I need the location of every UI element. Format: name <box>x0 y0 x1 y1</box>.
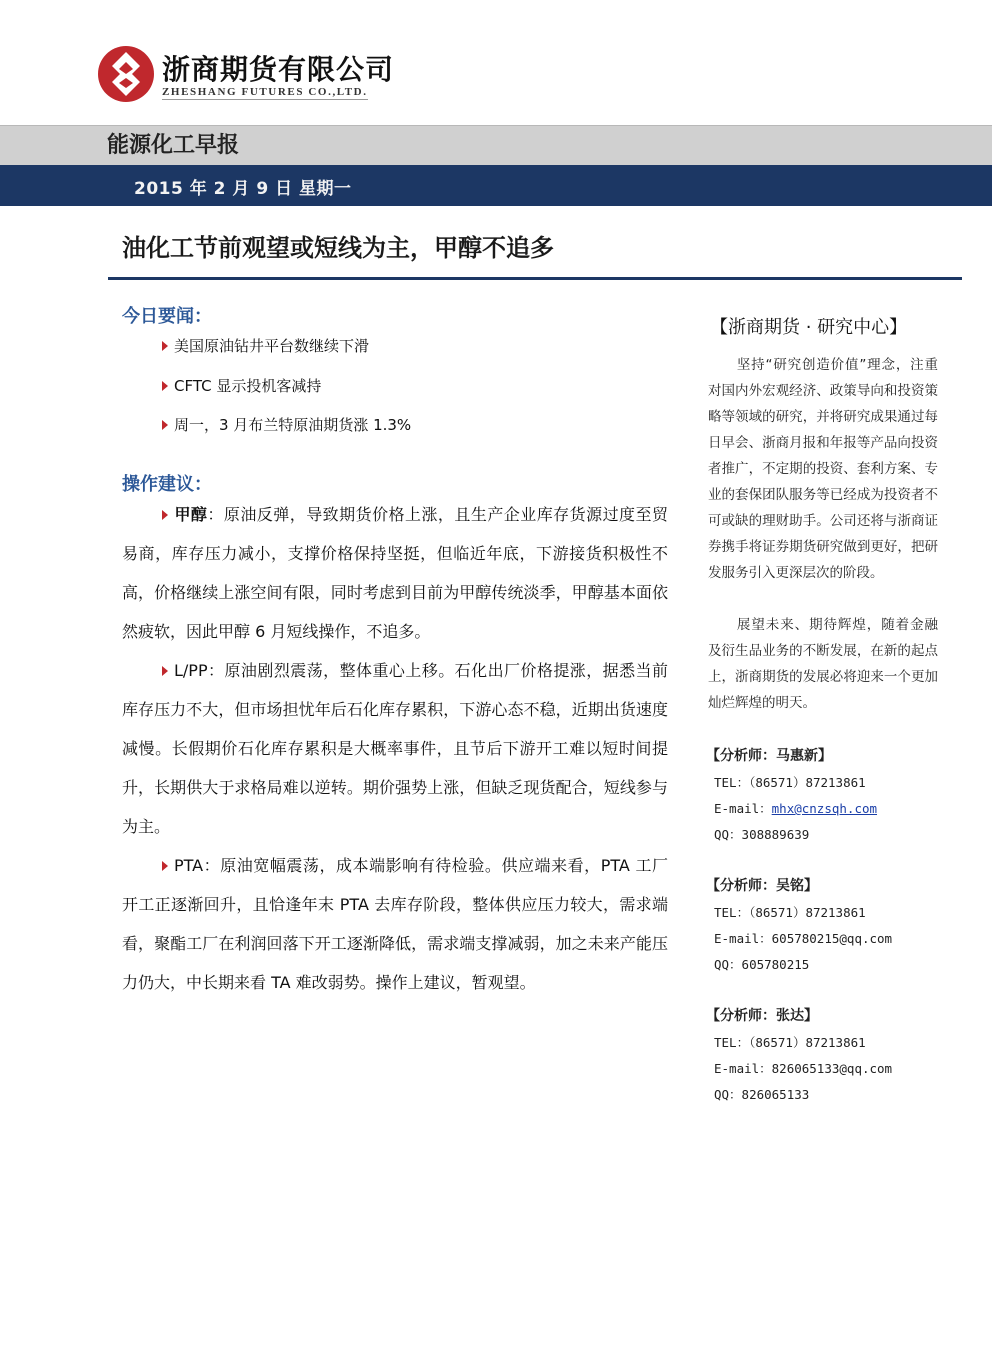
analyst-heading: 【分析师：吴铭】 <box>706 878 818 894</box>
company-name-en: ZHESHANG FUTURES CO.,LTD. <box>162 86 368 98</box>
sidebar-intro-paragraph: 坚持“研究创造价值”理念，注重对国内外宏观经济、政策导向和投资策略等领域的研究，并将研究成果通过每日早会、浙商月报和年报等产品向投资者推广，不定期的投资、套利方案、专业的套保团队服务等已经成为投资者不可或缺的理财助手。公司还将与浙商证券携手将证券期货研究做到更好，把研发服务引入更深层次的阶段。 <box>708 357 938 581</box>
advice-label: L/PP <box>174 661 208 680</box>
analyst-qq: QQ：308889639 <box>714 827 810 842</box>
bullet-arrow-icon <box>162 666 168 676</box>
advice-paragraph-lpp: L/PP：原油剧烈震荡，整体重心上移。石化出厂价格提涨，据悉当前库存压力不大，但市场担忧年后石化库存累积，下游心态不稳，近期出货速度减慢。长假期价石化库存累积是大概率事件，且节后下游开工难以短时间提升，长期供大于求格局难以逆转。期价强势上涨，但缺乏现货配合，短线参与为主。 <box>122 661 668 836</box>
report-type: 能源化工早报 <box>107 133 240 158</box>
advice-label: 甲醇 <box>174 505 208 524</box>
headline-divider <box>108 277 962 280</box>
news-item: 美国原油钻井平台数继续下滑 <box>162 335 369 356</box>
advice-paragraph-methanol: 甲醇：原油反弹，导致期货价格上涨，且生产企业库存货源过度至贸易商，库存压力减小，支撑价格保持坚挺，但临近年底，下游接货积极性不高，价格继续上涨空间有限，同时考虑到目前为甲醇传统淡季，甲醇基本面依然疲软，因此甲醇 6 月短线操作，不追多。 <box>122 505 668 641</box>
analyst-email-row: E-mail：mhx@cnzsqh.com <box>714 801 878 816</box>
bullet-arrow-icon <box>162 420 168 430</box>
news-item: 周一，3 月布兰特原油期货涨 1.3% <box>162 414 411 435</box>
bullet-arrow-icon <box>162 861 168 871</box>
analyst-qq: QQ：826065133 <box>714 1087 810 1102</box>
analyst-email-row: E-mail：605780215@qq.com <box>714 931 893 946</box>
bullet-arrow-icon <box>162 510 168 520</box>
report-date: 2015 年 2 月 9 日 星期一 <box>134 179 352 199</box>
analyst-heading: 【分析师：张达】 <box>706 1008 818 1024</box>
company-logo-icon <box>96 44 156 104</box>
analyst-tel: TEL：（86571）87213861 <box>714 905 866 920</box>
news-section-title: 今日要闻： <box>122 306 212 327</box>
advice-label: PTA <box>174 856 204 875</box>
advice-section-title: 操作建议： <box>122 474 212 495</box>
analyst-email: 605780215@qq.com <box>771 931 893 946</box>
analyst-email: 826065133@qq.com <box>771 1061 893 1076</box>
headline: 油化工节前观望或短线为主，甲醇不追多 <box>122 234 554 262</box>
news-item: CFTC 显示投机客减持 <box>162 375 321 396</box>
analyst-heading: 【分析师：马惠新】 <box>706 748 832 764</box>
bullet-arrow-icon <box>162 381 168 391</box>
sidebar-intro-paragraph: 展望未来、期待辉煌，随着金融及衍生品业务的不断发展，在新的起点上，浙商期货的发展必将迎来一个更加灿烂辉煌的明天。 <box>708 617 938 711</box>
analyst-email-link[interactable]: mhx@cnzsqh.com <box>771 801 878 816</box>
analyst-qq: QQ：605780215 <box>714 957 810 972</box>
analyst-tel: TEL：（86571）87213861 <box>714 1035 866 1050</box>
sidebar-title: 【浙商期货 · 研究中心】 <box>710 317 908 338</box>
company-name-cn: 浙商期货有限公司 <box>162 53 395 86</box>
bullet-arrow-icon <box>162 341 168 351</box>
advice-paragraph-pta: PTA：原油宽幅震荡，成本端影响有待检验。供应端来看，PTA 工厂开工正逐渐回升，且恰逢年末 PTA 去库存阶段，整体供应压力较大，需求端看，聚酯工厂在利润回落下开工逐渐降低，需求端支撑减弱，加之未来产能压力仍大，中长期来看 TA 难改弱势。操作上建议，暂观望。 <box>122 856 668 992</box>
analyst-tel: TEL：（86571）87213861 <box>714 775 866 790</box>
analyst-email-row: E-mail：826065133@qq.com <box>714 1061 893 1076</box>
